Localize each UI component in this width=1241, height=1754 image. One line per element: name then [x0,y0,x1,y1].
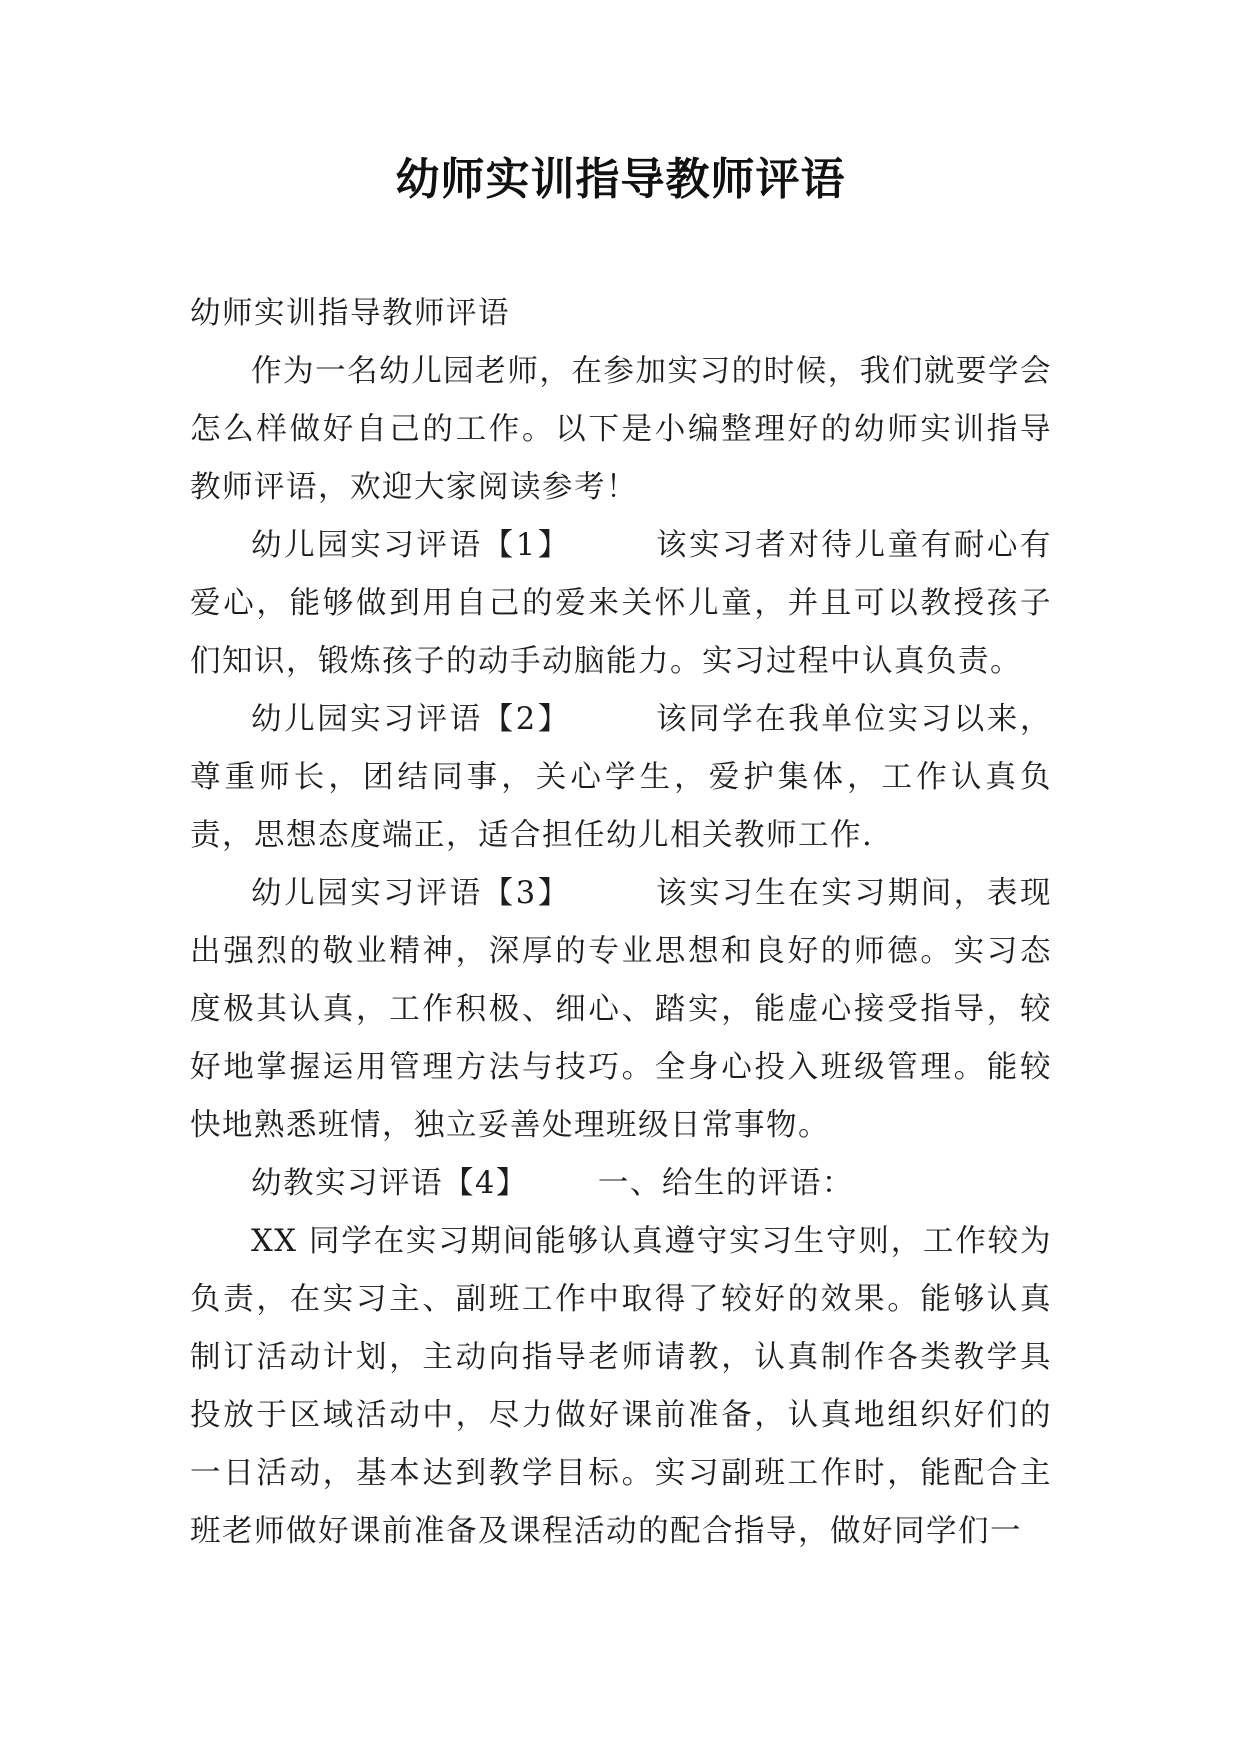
document-subtitle: 幼师实训指导教师评语 [190,296,510,331]
section-1-paragraph [190,517,1052,691]
document-title: 幼师实训指导教师评语 [395,154,846,205]
section-3-text: 该实习生在实习期间，表现出强烈的敬业精神，深厚的专业思想和良好的师德。实习态度极其认真，工作积极、细心、踏实，能虚心接受指导，较好地掌握运用管理方法与技巧。全身心投入班级管理。能较快地熟悉班情，独立妥善处理班级日常事物。 [190,876,1053,1143]
section-3-heading: 幼儿园实习评语【3】 [251,876,571,911]
section-2-heading: 幼儿园实习评语【2】 [251,702,571,737]
document-body [190,285,1052,1561]
section-4-text: 一、给生的评语： [597,1166,854,1201]
intro-paragraph: 作为一名幼儿园老师，在参加实习的时候，我们就要学会怎么样做好自己的工作。以下是小编整理好的幼师实训指导教师评语，欢迎大家阅读参考！ [190,354,1052,505]
section-4-heading: 幼教实习评语【4】 [251,1166,528,1201]
section-2-text: 该同学在我单位实习以来，尊重师长，团结同事，关心学生，爱护集体，工作认真负责，思想态度端正，适合担任幼儿相关教师工作. [190,702,1053,853]
section-1-heading: 幼儿园实习评语【1】 [251,528,571,563]
section-4-paragraph [190,1155,1052,1213]
section-2-paragraph [190,691,1052,865]
section-1-text: 该实习者对待儿童有耐心有爱心，能够做到用自己的爱来关怀儿童，并且可以教授孩子们知识，锻炼孩子的动手动脑能力。实习过程中认真负责。 [190,528,1053,679]
closing-paragraph: XX 同学在实习期间能够认真遵守实习生守则，工作较为负责，在实习主、副班工作中取得了较好的效果。能够认真制订活动计划，主动向指导老师请教，认真制作各类教学具投放于区域活动中，尽力做好课前准备，认真地组织好们的一日活动，基本达到教学目标。实习副班工作时，能配合主班老师做好课前准备及课程活动的配合指导，做好同学们一 [190,1224,1052,1549]
section-3-paragraph [190,865,1052,1155]
